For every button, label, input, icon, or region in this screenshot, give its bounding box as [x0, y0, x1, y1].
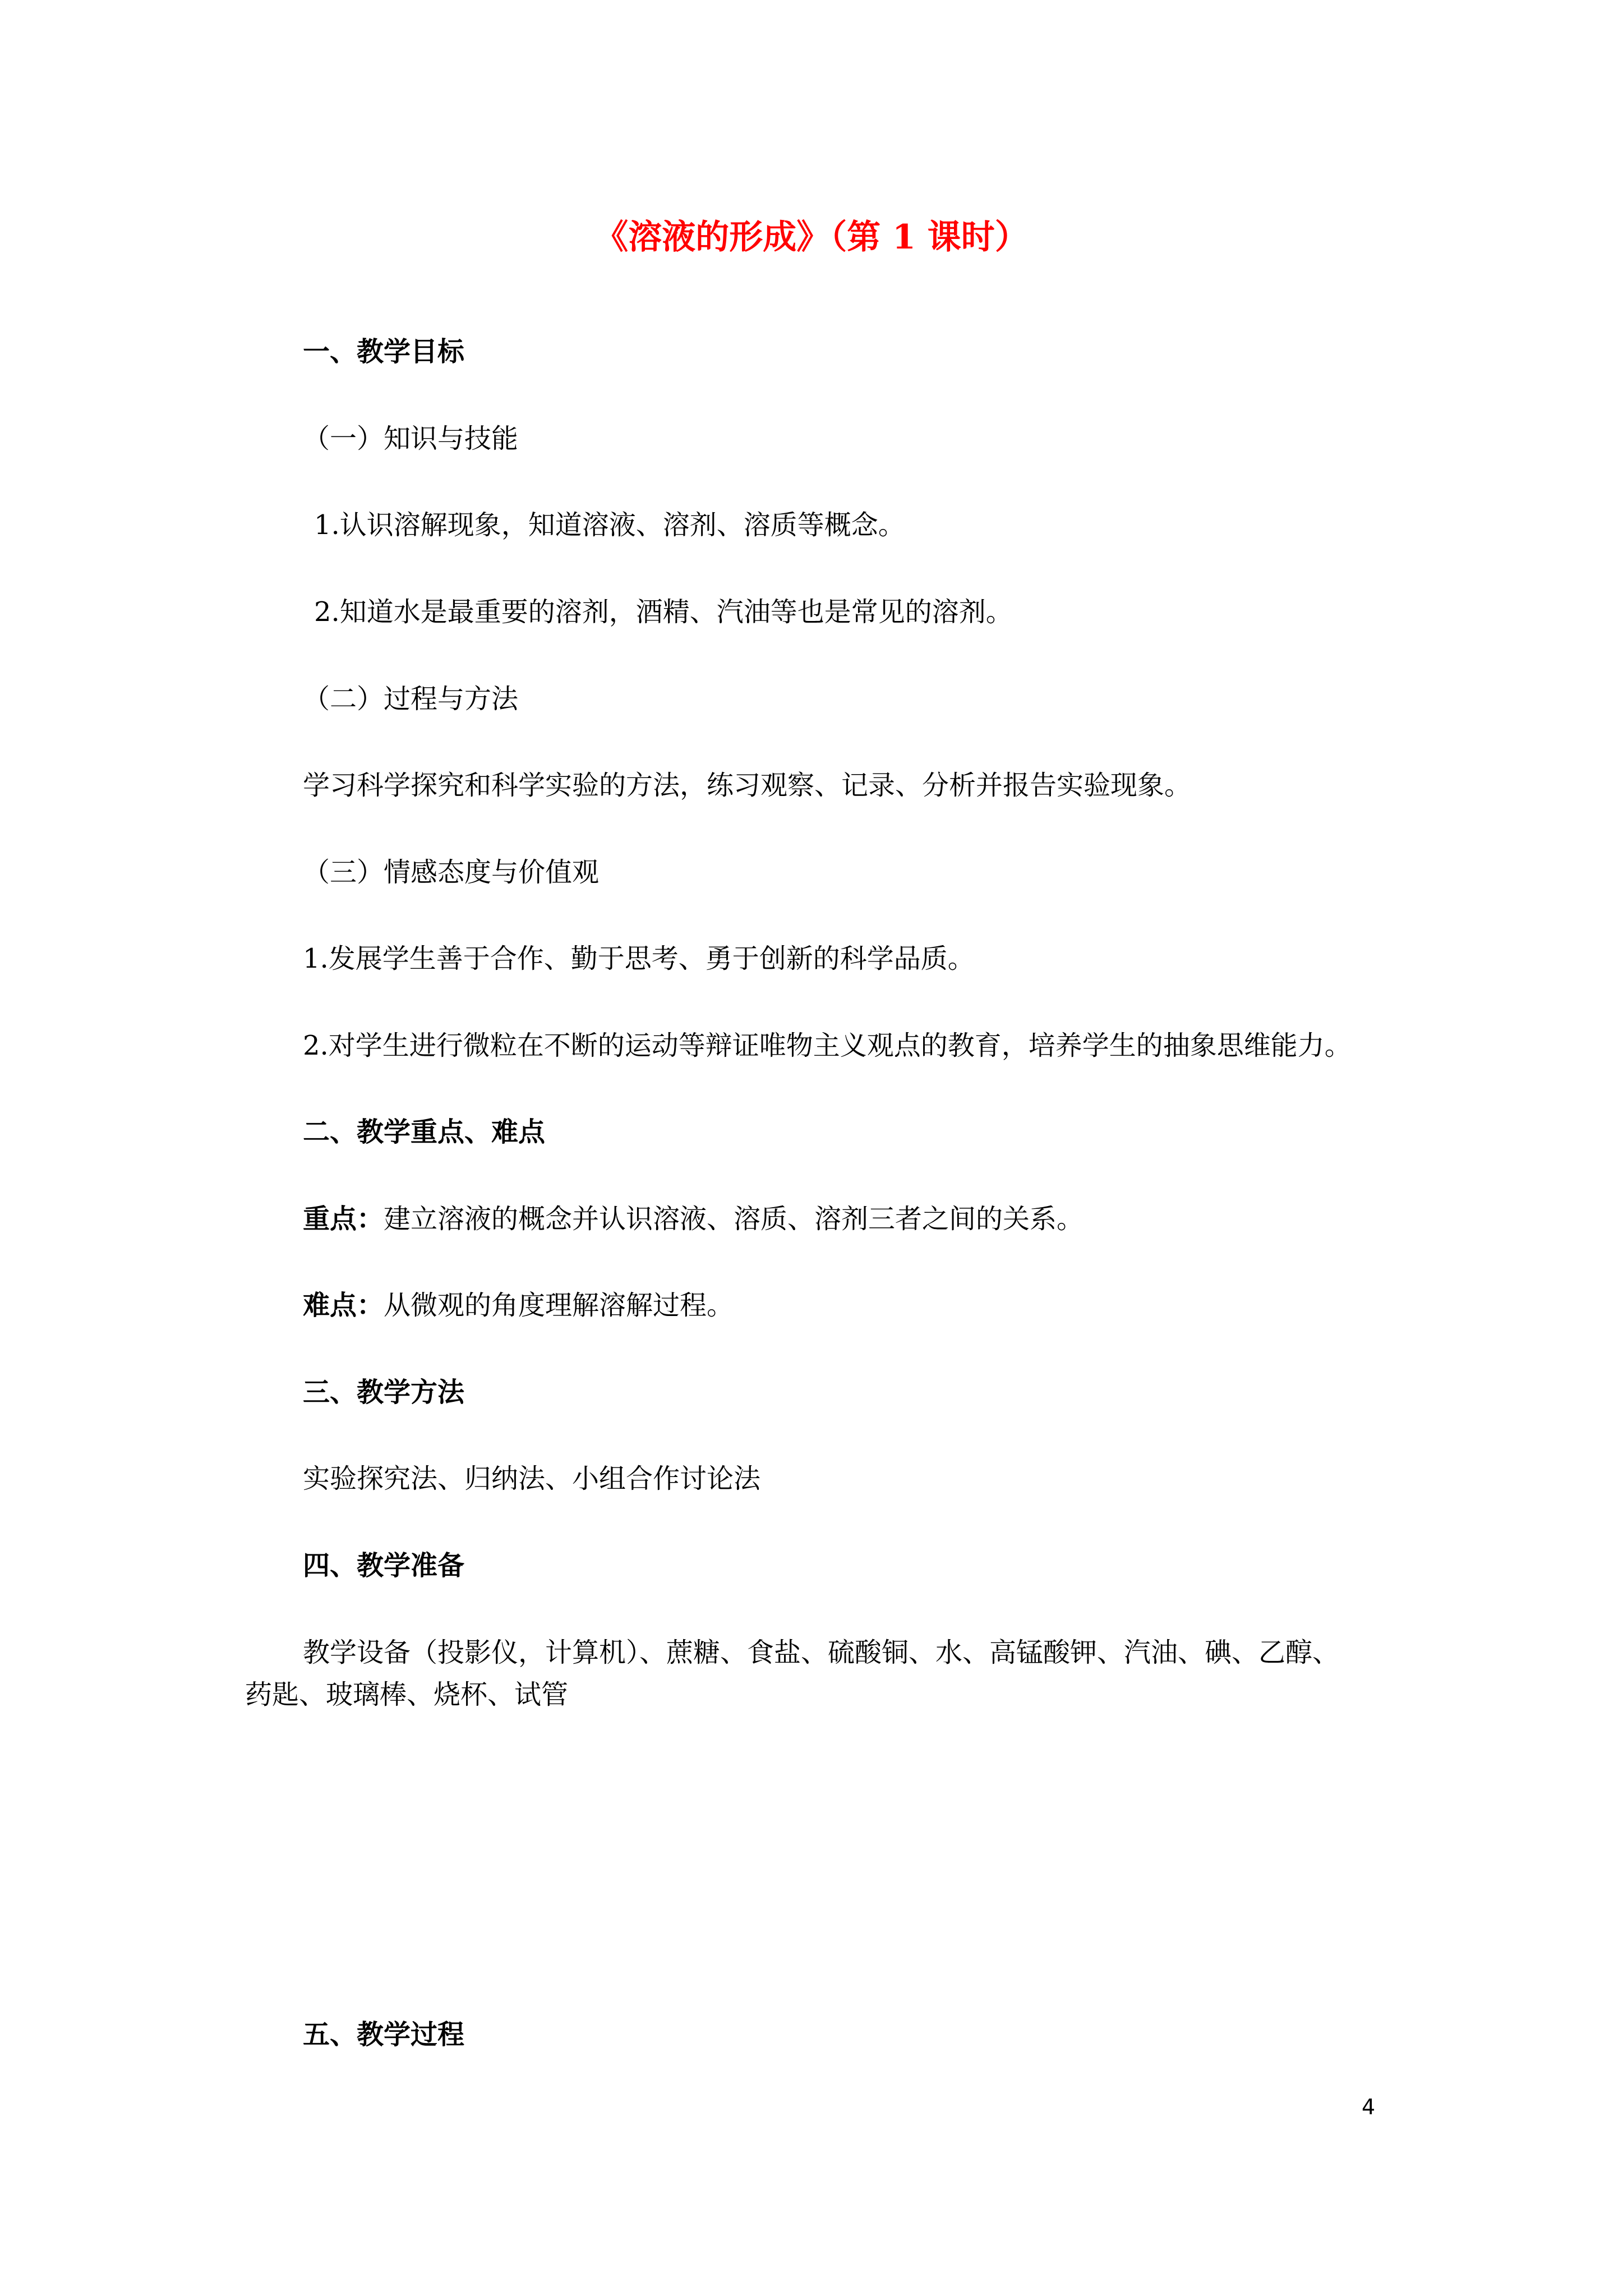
process-methods-text: 学习科学探究和科学实验的方法，练习观察、记录、分析并报告实验现象。 — [303, 770, 1192, 801]
section-heading-key-difficult-points: 二、教学重点、难点 — [303, 1116, 546, 1148]
preparation-text-line-1: 教学设备（投影仪，计算机）、蔗糖、食盐、硫酸铜、水、高锰酸钾、汽油、碘、乙醇、 — [303, 1637, 1340, 1668]
teaching-methods-text: 实验探究法、归纳法、小组合作讨论法 — [303, 1463, 761, 1494]
objective-item-2: 2.知道水是最重要的溶剂，酒精、汽油等也是常见的溶剂。 — [314, 596, 1013, 628]
key-point-label: 重点： — [303, 1203, 384, 1235]
page-number: 4 — [1362, 2095, 1376, 2119]
key-point-text: 建立溶液的概念并认识溶液、溶质、溶剂三者之间的关系。 — [384, 1203, 1084, 1235]
subheading-process-methods: （二）过程与方法 — [303, 683, 519, 715]
subheading-attitudes-values: （三）情感态度与价值观 — [303, 857, 600, 888]
section-heading-teaching-objectives: 一、教学目标 — [303, 336, 465, 367]
key-point-line — [303, 1199, 1083, 1239]
page-title: 《溶液的形成》（第 1 课时） — [594, 218, 1029, 257]
section-heading-teaching-process: 五、教学过程 — [303, 2019, 465, 2050]
difficult-point-label: 难点： — [303, 1290, 384, 1321]
difficult-point-line — [303, 1285, 734, 1326]
preparation-text-line-2: 药匙、玻璃棒、烧杯、试管 — [245, 1679, 569, 1710]
objective-item-1: 1.认识溶解现象，知道溶液、溶剂、溶质等概念。 — [314, 509, 905, 541]
subheading-knowledge-skills: （一）知识与技能 — [303, 423, 519, 454]
values-item-1: 1.发展学生善于合作、勤于思考、勇于创新的科学品质。 — [303, 943, 975, 974]
section-heading-teaching-preparation: 四、教学准备 — [303, 1550, 465, 1581]
difficult-point-text: 从微观的角度理解溶解过程。 — [384, 1290, 734, 1321]
section-heading-teaching-methods: 三、教学方法 — [303, 1377, 465, 1408]
values-item-2: 2.对学生进行微粒在不断的运动等辩证唯物主义观点的教育，培养学生的抽象思维能力。 — [303, 1030, 1352, 1061]
